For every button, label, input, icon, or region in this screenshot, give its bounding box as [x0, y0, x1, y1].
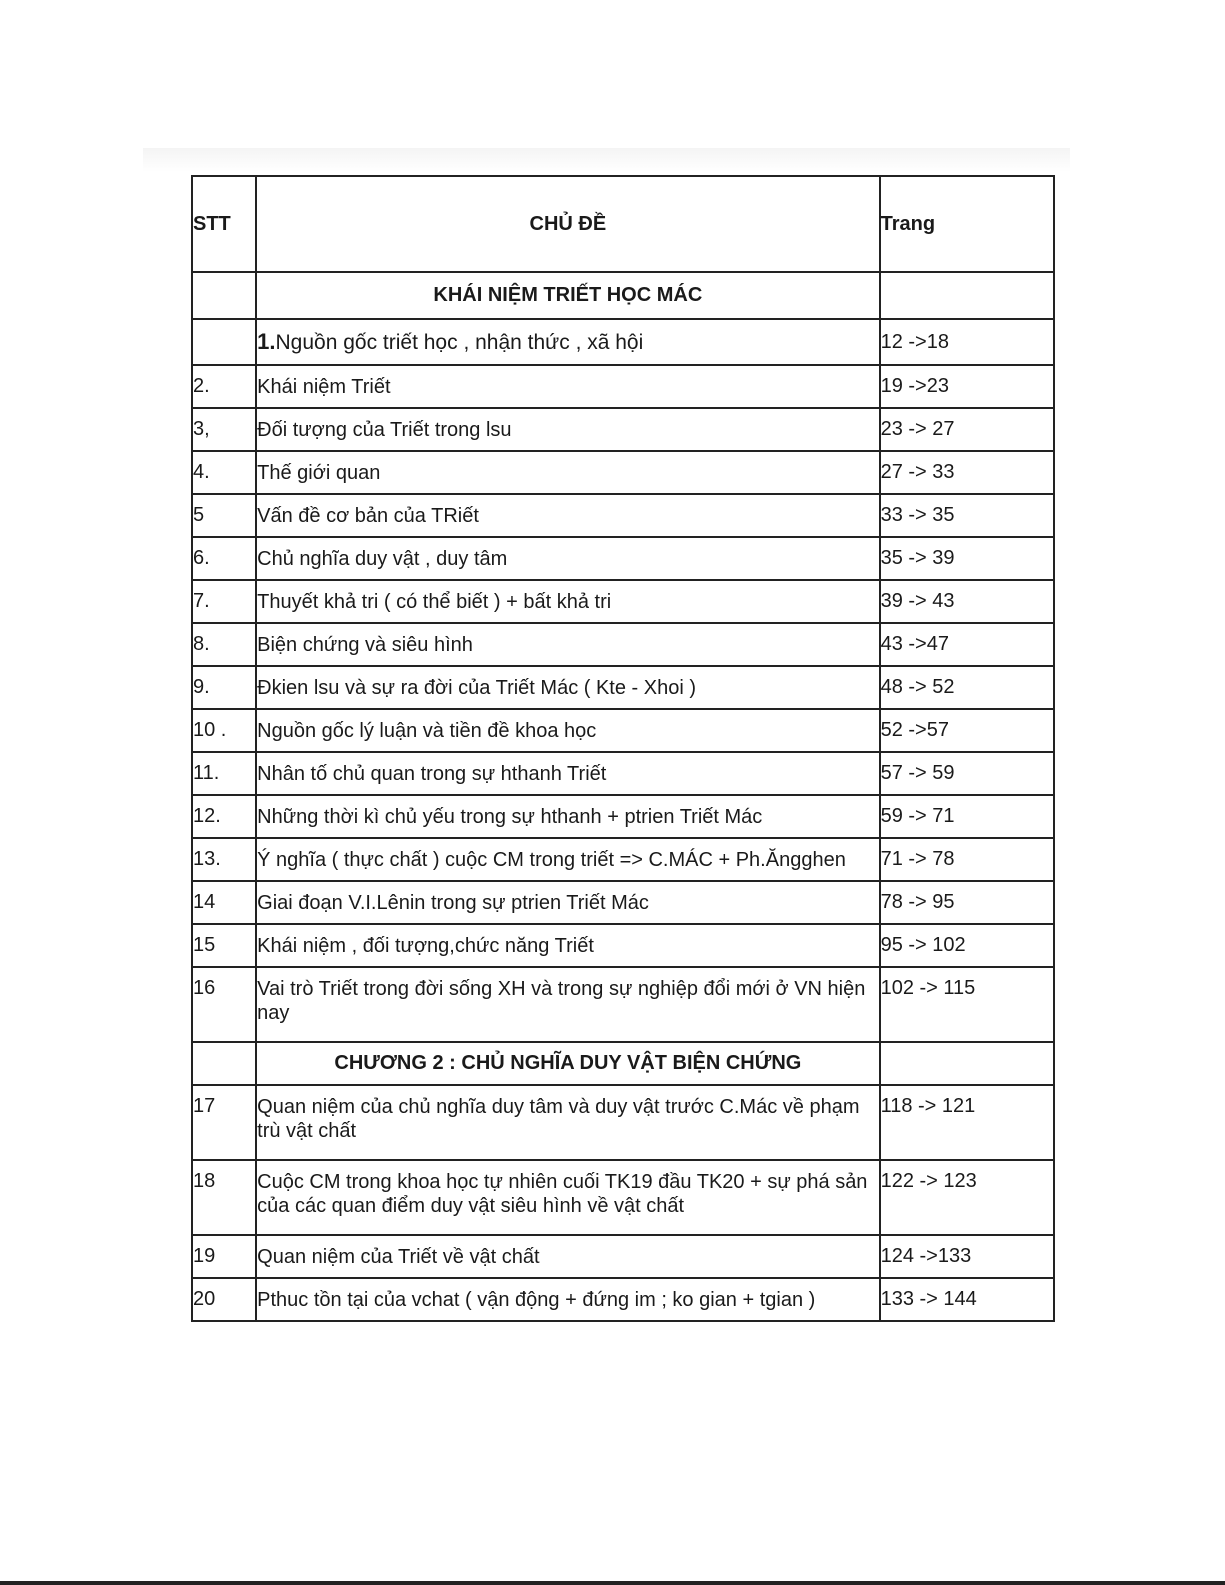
row-stt: 5	[192, 494, 256, 537]
row-page: 52 ->57	[880, 709, 1054, 752]
row-topic-text: Nguồn gốc triết học , nhận thức , xã hội	[275, 330, 644, 354]
row-stt: 4.	[192, 451, 256, 494]
row-page: 71 -> 78	[880, 838, 1054, 881]
header-page: Trang	[880, 176, 1054, 272]
row-number: 1.	[257, 328, 276, 354]
row-stt: 16	[192, 967, 256, 1042]
row-stt: 3,	[192, 408, 256, 451]
row-topic: Khái niệm , đối tượng,chức năng Triết	[256, 924, 879, 967]
header-topic: CHỦ ĐỀ	[256, 176, 879, 272]
table-row	[192, 1160, 1054, 1235]
row-page: 19 ->23	[880, 365, 1054, 408]
row-page: 48 -> 52	[880, 666, 1054, 709]
section-title: KHÁI NIỆM TRIẾT HỌC MÁC	[256, 272, 879, 319]
row-page: 27 -> 33	[880, 451, 1054, 494]
rows-group-a	[192, 365, 1054, 1042]
row-stt: 13.	[192, 838, 256, 881]
row-topic: Thuyết khả tri ( có thể biết ) + bất khả tri	[256, 580, 879, 623]
table-row	[192, 408, 1054, 451]
section-row	[192, 1042, 1054, 1085]
bottom-border	[0, 1581, 1225, 1585]
row-page: 23 -> 27	[880, 408, 1054, 451]
row-page: 122 -> 123	[880, 1160, 1054, 1235]
row-topic: Vai trò Triết trong đời sống XH và trong sự nghiệp đổi mới ở VN hiện nay	[256, 967, 879, 1042]
row-stt: 6.	[192, 537, 256, 580]
section-stt-cell	[192, 1042, 256, 1085]
header-stt: STT	[192, 176, 256, 272]
row-stt: 8.	[192, 623, 256, 666]
section-page-cell	[880, 272, 1054, 319]
row-page: 102 -> 115	[880, 967, 1054, 1042]
row-topic: Nhân tố chủ quan trong sự hthanh Triết	[256, 752, 879, 795]
table-row	[192, 1085, 1054, 1160]
row-page: 12 ->18	[880, 319, 1054, 365]
table-row	[192, 967, 1054, 1042]
row-stt: 20	[192, 1278, 256, 1321]
table-row	[192, 1235, 1054, 1278]
row-topic: Những thời kì chủ yếu trong sự hthanh + ptrien Triết Mác	[256, 795, 879, 838]
row-page: 59 -> 71	[880, 795, 1054, 838]
row-topic: Thế giới quan	[256, 451, 879, 494]
rows-group-b	[192, 1085, 1054, 1321]
table-row	[192, 1278, 1054, 1321]
row-topic: Ý nghĩa ( thực chất ) cuộc CM trong triết => C.MÁC + Ph.Ăngghen	[256, 838, 879, 881]
row-topic: Đối tượng của Triết trong lsu	[256, 408, 879, 451]
table-row	[192, 319, 1054, 365]
table-of-contents	[191, 175, 1055, 1322]
page-edge-shadow	[143, 148, 1070, 172]
row-topic: Quan niệm của chủ nghĩa duy tâm và duy vật trước C.Mác về phạm trù vật chất	[256, 1085, 879, 1160]
row-page: 95 -> 102	[880, 924, 1054, 967]
row-topic: Vấn đề cơ bản của TRiết	[256, 494, 879, 537]
row-page: 39 -> 43	[880, 580, 1054, 623]
section-stt-cell	[192, 272, 256, 319]
row-page: 133 -> 144	[880, 1278, 1054, 1321]
table-row	[192, 838, 1054, 881]
table-row	[192, 580, 1054, 623]
row-page: 43 ->47	[880, 623, 1054, 666]
row-topic: Quan niệm của Triết về vật chất	[256, 1235, 879, 1278]
row-page: 118 -> 121	[880, 1085, 1054, 1160]
row-page: 33 -> 35	[880, 494, 1054, 537]
row-topic	[256, 319, 879, 365]
table-row	[192, 752, 1054, 795]
table-row	[192, 451, 1054, 494]
row-stt: 11.	[192, 752, 256, 795]
table-row	[192, 709, 1054, 752]
row-stt	[192, 319, 256, 365]
table-row	[192, 365, 1054, 408]
row-stt: 19	[192, 1235, 256, 1278]
row-topic: Biện chứng và siêu hình	[256, 623, 879, 666]
section-row	[192, 272, 1054, 319]
section-title: CHƯƠNG 2 : CHỦ NGHĨA DUY VẬT BIỆN CHỨNG	[256, 1042, 879, 1085]
row-stt: 12.	[192, 795, 256, 838]
table-row	[192, 881, 1054, 924]
table-row	[192, 494, 1054, 537]
row-page: 124 ->133	[880, 1235, 1054, 1278]
row-topic: Chủ nghĩa duy vật , duy tâm	[256, 537, 879, 580]
row-stt: 2.	[192, 365, 256, 408]
table-row	[192, 537, 1054, 580]
row-page: 57 -> 59	[880, 752, 1054, 795]
row-topic: Đkien lsu và sự ra đời của Triết Mác ( Kte - Xhoi )	[256, 666, 879, 709]
table-row	[192, 924, 1054, 967]
row-stt: 9.	[192, 666, 256, 709]
row-topic: Nguồn gốc lý luận và tiền đề khoa học	[256, 709, 879, 752]
row-page: 35 -> 39	[880, 537, 1054, 580]
row-stt: 17	[192, 1085, 256, 1160]
table-row	[192, 795, 1054, 838]
row-page: 78 -> 95	[880, 881, 1054, 924]
table-row	[192, 623, 1054, 666]
row-topic: Giai đoạn V.I.Lênin trong sự ptrien Triết Mác	[256, 881, 879, 924]
row-stt: 18	[192, 1160, 256, 1235]
row-topic: Cuộc CM trong khoa học tự nhiên cuối TK19 đầu TK20 + sự phá sản của các quan điểm duy vật siêu hình về vật chất	[256, 1160, 879, 1235]
row-stt: 10 .	[192, 709, 256, 752]
header-row	[192, 176, 1054, 272]
section-page-cell	[880, 1042, 1054, 1085]
row-topic: Pthuc tồn tại của vchat ( vận động + đứng im ; ko gian + tgian )	[256, 1278, 879, 1321]
row-stt: 14	[192, 881, 256, 924]
row-stt: 15	[192, 924, 256, 967]
table-row	[192, 666, 1054, 709]
row-topic: Khái niệm Triết	[256, 365, 879, 408]
row-stt: 7.	[192, 580, 256, 623]
